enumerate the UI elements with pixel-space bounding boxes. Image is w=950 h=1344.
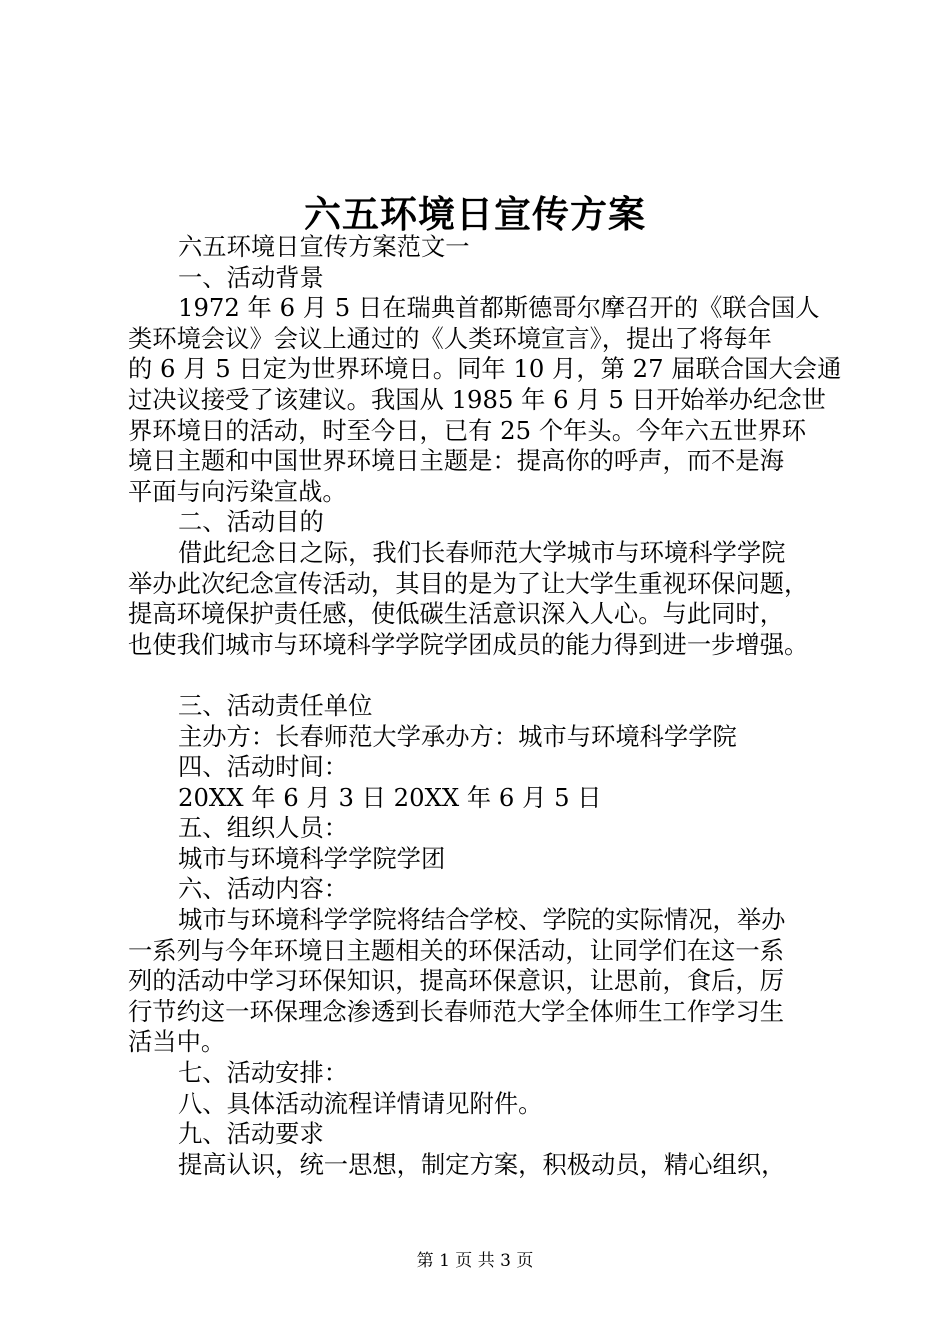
paragraph-line: 提高认识，统一思想，制定方案，积极动员，精心组织， [178,1149,786,1179]
section-heading: 六、活动内容： [178,874,349,904]
section-heading: 三、活动责任单位 [178,690,373,720]
subtitle-line: 六五环境日宣传方案范文一 [178,232,470,261]
paragraph-line: 行节约这一环保理念渗透到长春师范大学全体师生工作学习生 [128,996,785,1026]
paragraph-line: 城市与环境科学学院将结合学校、学院的实际情况，举办 [178,905,786,935]
paragraph-line: 城市与环境科学学院学团 [178,843,446,873]
section-heading: 一、活动背景 [178,262,324,292]
paragraph-line: 主办方：长春师范大学承办方：城市与环境科学学院 [178,721,737,751]
paragraph-line: 提高环境保护责任感，使低碳生活意识深入人心。与此同时， [128,599,785,629]
paragraph-line: 过决议接受了该建议。我国从 1985 年 6 月 5 日开始举办纪念世 [128,384,826,414]
blank-line [128,660,848,691]
paragraph-line: 1972 年 6 月 5 日在瑞典首都斯德哥尔摩召开的《联合国人 [178,293,820,323]
paragraph-line: 借此纪念日之际，我们长春师范大学城市与环境科学学院 [178,537,786,567]
paragraph-line: 20XX 年 6 月 3 日 20XX 年 6 月 5 日 [178,782,602,812]
paragraph-line: 的 6 月 5 日定为世界环境日。同年 10 月，第 27 届联合国大会通 [128,354,842,384]
document-title: 六五环境日宣传方案 [304,192,646,236]
section-heading: 九、活动要求 [178,1119,324,1149]
paragraph-line: 类环境会议》会议上通过的《人类环境宣言》，提出了将每年 [128,323,772,353]
document-body [128,232,848,1180]
paragraph-line: 活当中。 [128,1027,226,1057]
paragraph-line: 境日主题和中国世界环境日主题是：提高你的呼声，而不是海 [128,446,785,476]
section-heading: 二、活动目的 [178,507,324,537]
paragraph-line: 列的活动中学习环保知识，提高环保意识，让思前，食后，厉 [128,966,785,996]
paragraph-line: 也使我们城市与环境科学学院学团成员的能力得到进一步增强。 [128,629,809,659]
paragraph-line: 举办此次纪念宣传活动，其目的是为了让大学生重视环保问题， [128,568,809,598]
paragraph-line: 一系列与今年环境日主题相关的环保活动，让同学们在这一系 [128,935,785,965]
section-heading: 八、具体活动流程详情请见附件。 [178,1088,543,1118]
page-footer: 第 1 页 共 3 页 [416,1251,534,1271]
section-heading: 四、活动时间： [178,752,349,782]
section-heading: 七、活动安排： [178,1058,349,1088]
paragraph-line: 平面与向污染宣战。 [128,476,347,506]
section-heading: 五、组织人员： [178,813,349,843]
paragraph-line: 界环境日的活动，时至今日，已有 25 个年头。今年六五世界环 [128,415,807,445]
